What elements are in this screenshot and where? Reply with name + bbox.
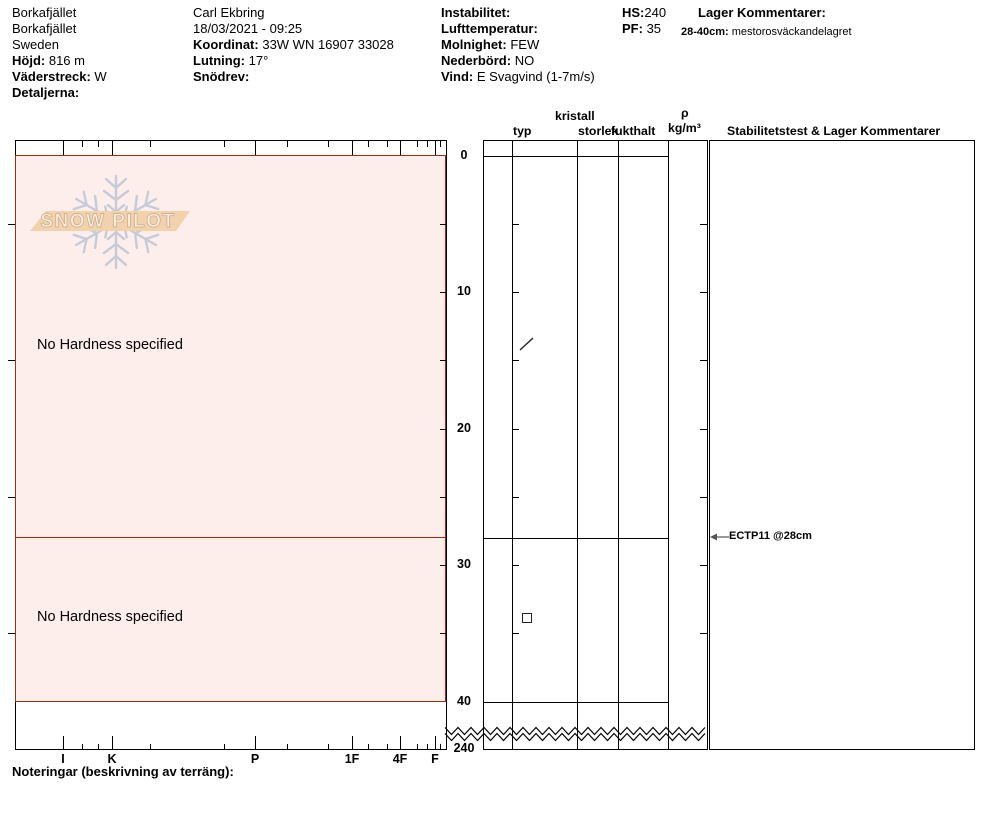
depth-axis-label: 30 xyxy=(457,557,471,571)
layer-comments-title-block xyxy=(698,5,826,21)
header-observer-block xyxy=(193,5,394,85)
hardness-minor-tick-bottom xyxy=(82,744,83,750)
hardness-major-tick-bottom xyxy=(112,736,113,750)
header-weather-block xyxy=(441,5,595,85)
hardness-minor-tick-top xyxy=(328,140,329,147)
hardness-axis-label: K xyxy=(107,752,117,766)
column-header-kristall: kristall xyxy=(555,109,595,123)
aspect-value: W xyxy=(94,69,107,84)
layer-comment-line xyxy=(681,24,852,40)
coordinate-label: Koordinat: xyxy=(193,37,259,52)
hardness-minor-tick-top xyxy=(224,140,225,147)
coordinate-value: 33W WN 16907 33028 xyxy=(262,37,394,52)
pf-row xyxy=(622,21,666,37)
slope-value: 17° xyxy=(248,53,269,68)
depth-minor-tick-left xyxy=(8,360,15,361)
column-header-storlek: storlek xyxy=(578,124,619,138)
test-arrow-icon xyxy=(708,530,730,544)
observation-datetime: 18/03/2021 - 09:25 xyxy=(193,21,303,36)
hardness-major-tick-top xyxy=(63,140,64,155)
sky-row xyxy=(441,37,595,53)
hardness-major-tick-bottom xyxy=(63,736,64,750)
depth-tick-panel-left xyxy=(512,224,519,225)
layer-1-label: No Hardness specified xyxy=(37,337,183,353)
column-divider-fukthalt xyxy=(618,140,619,750)
airtemp-label: Lufttemperatur: xyxy=(441,21,538,36)
instability-label: Instabilitet: xyxy=(441,5,511,20)
depth-minor-tick-right xyxy=(440,360,446,361)
wind-row xyxy=(441,69,595,85)
precip-label: Nederbörd: xyxy=(441,53,512,68)
depth-minor-tick-right xyxy=(440,429,446,430)
pf-value: 35 xyxy=(646,21,662,36)
pf-label: PF: xyxy=(622,21,643,36)
hardness-major-tick-top xyxy=(112,140,113,155)
hardness-minor-tick-top xyxy=(150,140,151,147)
header-snowpack-block xyxy=(622,5,666,37)
depth-tick-panel-left xyxy=(512,633,519,634)
hardness-minor-tick-bottom xyxy=(150,744,151,750)
depth-tick-panel-right xyxy=(700,497,707,498)
depth-axis-label-total: 240 xyxy=(453,741,475,755)
wind-value: E Svagvind (1-7m/s) xyxy=(476,69,595,84)
hardness-minor-tick-top xyxy=(82,140,83,147)
drift-label: Snödrev: xyxy=(193,69,250,84)
column-divider-density xyxy=(668,140,669,750)
hardness-major-tick-bottom xyxy=(400,736,401,750)
depth-tick-panel-left xyxy=(512,292,519,293)
depth-tick-panel-right xyxy=(700,292,707,293)
hardness-minor-tick-top xyxy=(287,140,288,147)
depth-tick-panel-left xyxy=(512,429,519,430)
hardness-minor-tick-top xyxy=(98,140,99,147)
hardness-minor-tick-bottom xyxy=(98,744,99,750)
elevation-label: Höjd: xyxy=(12,53,46,68)
hardness-minor-tick-top xyxy=(440,140,441,147)
observer-name: Carl Ekbring xyxy=(193,5,265,20)
depth-tick-panel-right xyxy=(700,633,707,634)
layer-boundary-28cm xyxy=(15,537,446,538)
hardness-major-tick-bottom xyxy=(255,736,256,750)
depth-axis-label: 20 xyxy=(457,421,471,435)
precip-row xyxy=(441,53,595,69)
hardness-axis-label: 1F xyxy=(344,752,360,766)
aspect-label: Väderstreck: xyxy=(12,69,91,84)
column-header-stability-comments: Stabilitetstest & Lager Kommentarer xyxy=(727,124,941,138)
logo-text: SNOW PILOT xyxy=(40,211,176,232)
airtemp-row xyxy=(441,21,595,37)
hardness-major-tick-top xyxy=(435,140,436,155)
elevation-row xyxy=(12,53,107,69)
depth-minor-tick-right xyxy=(440,565,446,566)
hardness-minor-tick-bottom xyxy=(328,744,329,750)
layer-2-label: No Hardness specified xyxy=(37,609,183,625)
depth-minor-tick-right xyxy=(440,633,446,634)
hardness-minor-tick-bottom xyxy=(224,744,225,750)
grain-type-symbol-decomposing-icon xyxy=(518,335,536,353)
coordinate-row xyxy=(193,37,394,53)
hardness-minor-tick-top xyxy=(417,140,418,147)
instability-row xyxy=(441,5,595,21)
panel-layer-line xyxy=(483,156,668,157)
hs-value: 240 xyxy=(644,5,667,20)
depth-break-zigzag xyxy=(445,725,708,749)
test-result-annotation: ECTP11 @28cm xyxy=(729,530,812,542)
hardness-minor-tick-bottom xyxy=(417,744,418,750)
wind-label: Vind: xyxy=(441,69,474,84)
column-divider-typ xyxy=(512,140,513,750)
sky-value: FEW xyxy=(510,37,540,52)
depth-axis-label: 10 xyxy=(457,284,471,298)
depth-tick-panel-right xyxy=(700,224,707,225)
stability-comments-box xyxy=(709,140,975,750)
hardness-major-tick-top xyxy=(400,140,401,155)
hardness-axis-label: F xyxy=(431,752,439,766)
snowpilot-logo xyxy=(30,168,200,276)
elevation-value: 816 m xyxy=(48,53,85,68)
precip-value: NO xyxy=(514,53,535,68)
column-header-fukthalt: fukthalt xyxy=(611,124,656,138)
depth-tick-panel-left xyxy=(512,360,519,361)
hardness-minor-tick-bottom xyxy=(368,744,369,750)
hardness-major-tick-bottom xyxy=(435,736,436,750)
aspect-row xyxy=(12,69,107,85)
sky-label: Molnighet: xyxy=(441,37,507,52)
depth-minor-tick-right xyxy=(440,292,446,293)
layer-comment-text: mestorosväckandelagret xyxy=(731,26,852,38)
depth-minor-tick-right xyxy=(440,224,446,225)
column-header-density-rho: ρ xyxy=(681,106,689,120)
depth-tick-panel-right xyxy=(700,565,707,566)
depth-tick-panel-left xyxy=(512,497,519,498)
depth-minor-tick-left xyxy=(8,633,15,634)
hs-label: HS: xyxy=(622,5,645,20)
hardness-minor-tick-top xyxy=(368,140,369,147)
hardness-major-tick-top xyxy=(352,140,353,155)
details-label: Detaljerna: xyxy=(12,85,80,100)
grain-type-symbol-facets-icon xyxy=(522,613,532,623)
grain-columns-box xyxy=(483,140,708,750)
region-name: Borkafjället xyxy=(12,21,77,36)
hardness-axis-label: P xyxy=(250,752,260,766)
depth-minor-tick-left xyxy=(8,224,15,225)
hardness-minor-tick-top xyxy=(427,140,428,147)
hs-row xyxy=(622,5,666,21)
depth-tick-panel-right xyxy=(700,360,707,361)
slope-row xyxy=(193,53,394,69)
slope-label: Lutning: xyxy=(193,53,245,68)
hardness-minor-tick-bottom xyxy=(440,744,441,750)
details-row xyxy=(12,85,107,101)
header-location-block xyxy=(12,5,107,101)
hardness-minor-tick-bottom xyxy=(287,744,288,750)
depth-minor-tick-left xyxy=(8,497,15,498)
layer-comments-title: Lager Kommentarer: xyxy=(698,5,826,20)
column-header-density-unit: kg/m³ xyxy=(668,121,701,135)
hardness-axis-label: 4F xyxy=(392,752,408,766)
pit-name: Borkafjället xyxy=(12,5,77,20)
panel-layer-line xyxy=(483,538,668,539)
panel-layer-line xyxy=(483,702,668,703)
depth-tick-panel-left xyxy=(512,565,519,566)
drift-row xyxy=(193,69,394,85)
column-divider-storlek xyxy=(577,140,578,750)
hardness-minor-tick-bottom xyxy=(387,744,388,750)
depth-axis-label: 0 xyxy=(460,148,468,162)
depth-axis-label: 40 xyxy=(457,694,471,708)
layer-comment-range: 28-40cm: xyxy=(681,26,729,38)
hardness-minor-tick-bottom xyxy=(427,744,428,750)
hardness-axis-label: I xyxy=(61,752,65,766)
depth-tick-panel-right xyxy=(700,429,707,430)
hardness-major-tick-top xyxy=(255,140,256,155)
hardness-minor-tick-top xyxy=(387,140,388,147)
column-header-typ: typ xyxy=(513,124,532,138)
hardness-major-tick-bottom xyxy=(352,736,353,750)
country-name: Sweden xyxy=(12,37,59,52)
depth-minor-tick-right xyxy=(440,497,446,498)
notes-label: Noteringar (beskrivning av terräng): xyxy=(12,764,234,779)
